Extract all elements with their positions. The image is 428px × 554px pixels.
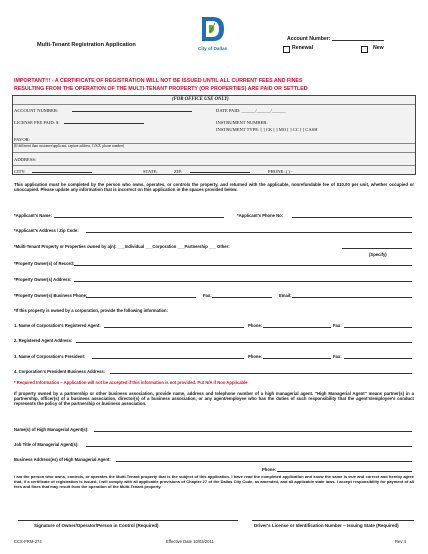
owners-fax-label: Fax:: [203, 293, 212, 298]
reg-agent-phone-input[interactable]: [263, 324, 331, 328]
city-of-dallas-logo: [196, 14, 228, 46]
owners-address-input[interactable]: [74, 278, 412, 282]
office-payor-note: (If different than customer/applicant, capture address, C/S/Z, phone number): [14, 144, 125, 148]
reg-agent-fax-input[interactable]: [344, 324, 412, 328]
president-address-input[interactable]: [110, 370, 412, 374]
office-license-fee-input[interactable]: [64, 120, 144, 124]
agent-phone-label: Phone:: [262, 467, 277, 472]
owners-phone-input[interactable]: [86, 294, 196, 298]
account-number-input[interactable]: [332, 37, 384, 41]
president-phone-label: Phone:: [248, 354, 263, 359]
owned-by-other-input[interactable]: [342, 245, 412, 249]
intro-text: This application must be completed by the person who owns, operates, or controls the property, and returned with the applicable, nonrefundable fee of $10.00 per unit, whether occupied or unoccupied. Please update any information that is incorrect on this application in the spaces provided below.: [14, 182, 414, 193]
reg-agent-address-input[interactable]: [76, 339, 412, 343]
reg-agent-name-input[interactable]: [104, 324, 244, 328]
office-account-number: ACCOUNT NUMBER:: [14, 108, 59, 113]
office-payor: PAYOR:: [14, 137, 31, 142]
applicant-phone-input[interactable]: [292, 214, 412, 218]
footer-rev: Rev 4: [395, 539, 406, 544]
office-city: CITY:: [14, 169, 26, 174]
required-note: * Required Information – Application will not be accepted if this information is not provided. Put N/A if Non Applicable: [14, 380, 248, 385]
office-instrument-type: INSTRUMENT TYPE: [ ] CK [ ] MO [ ] CC [ ] CASH: [216, 127, 318, 132]
partnership-paragraph: If property owned by a partnership or other business association, provide name, address and telephone number of a high managerial agent. "High Managerial Agent" means partner(s) in a partnership, officer(s) of a business association, director(s) of a business association, or any agent/employee who has the duties of such responsibility that the agent's/employee's conduct represents the policy of the partnership or business association.: [14, 391, 414, 407]
office-account-number-input[interactable]: [72, 108, 192, 112]
owner-signature-label: Signature of Owner/Operator/Person in Control (Required): [34, 523, 159, 528]
office-city-input[interactable]: [32, 169, 92, 173]
reg-agent-phone-label: Phone:: [248, 323, 263, 328]
office-address: ADDRESS:: [14, 157, 37, 162]
office-instrument-number: INSTRUMENT NUMBER:: [216, 120, 268, 125]
president-phone-input[interactable]: [263, 355, 331, 359]
reg-agent-fax-label: Fax:: [333, 323, 342, 328]
new-label: New: [373, 45, 384, 51]
agent-job-title-input[interactable]: [86, 443, 412, 447]
office-zip-input[interactable]: [190, 169, 250, 173]
applicant-name-input[interactable]: [54, 214, 224, 218]
notice-line-2: RESULTING FROM THE OPERATION OF THE MULTI-TENANT PROPERTY (OR PROPERTIES) ARE PAID OR SETTLED: [14, 86, 308, 92]
renewal-label: Renewal: [292, 45, 314, 51]
office-zip: ZIP:: [174, 169, 183, 174]
agent-job-title-label: Job Title of Managerial Agent(s):: [14, 442, 79, 447]
president-fax-input[interactable]: [344, 355, 412, 359]
renewal-checkbox[interactable]: [283, 46, 290, 53]
owners-address-label: *Property Owner(s) Address:: [14, 277, 72, 282]
applicant-address-input[interactable]: [86, 229, 412, 233]
applicant-address-label: *Applicant's Address / Zip Code:: [14, 228, 79, 233]
logo-caption: City of Dallas: [198, 46, 228, 51]
corp-note: *If this property is owned by a corporation, provide the following information:: [14, 308, 169, 313]
owners-record-label: *Property Owner(s) of Record:: [14, 261, 75, 266]
specify-label: (Specify): [369, 252, 387, 257]
owner-signature-line[interactable]: [18, 520, 238, 521]
account-number-label: Account Number:: [287, 36, 331, 42]
president-name-label: 3. Name of Corporation's President:: [14, 354, 86, 359]
agent-phone-input[interactable]: [277, 468, 412, 472]
applicant-name-label: *Applicant's Name:: [14, 213, 52, 218]
agent-name-input[interactable]: [94, 428, 412, 432]
notice-line-1: IMPORTANT!!! - A CERTIFICATE OF REGISTRATION WILL NOT BE ISSUED UNTIL ALL CURRENT FEES AND FINES: [14, 78, 303, 84]
office-use-title: (FOR OFFICE USE ONLY): [172, 97, 229, 102]
office-use-box: [12, 95, 416, 175]
new-checkbox[interactable]: [361, 46, 368, 53]
agent-business-address-input[interactable]: [116, 458, 412, 462]
president-address-label: 4. Corporation's President Business Address:: [14, 369, 106, 374]
footer-form-id: CCS-FRM-274: [14, 539, 42, 544]
footer-effective-date: Effective Date 10/03/2011: [166, 539, 214, 544]
office-license-fee: LICENSE FEE PAID: $: [14, 120, 59, 125]
owners-email-label: Email:: [279, 293, 292, 298]
office-phone: PHONE: ( ) -: [268, 169, 293, 174]
dallas-d-icon: [196, 14, 228, 44]
form-title: Multi-Tenant Registration Application: [37, 42, 136, 48]
owners-fax-input[interactable]: [212, 294, 272, 298]
owned-by-label: *Multi-Tenant Property or Properties owned by a(n): ___Individual ___Corporation ___Partnership ___ Other:: [14, 244, 230, 249]
applicant-phone-label: *Applicant's Phone No:: [237, 213, 284, 218]
agent-business-address-label: Business Address(es) of High Managerial Agent:: [14, 457, 111, 462]
president-name-input[interactable]: [92, 355, 244, 359]
owners-email-input[interactable]: [292, 294, 412, 298]
reg-agent-name-label: 1. Name of Corporation's Registered Agent:: [14, 323, 101, 328]
owners-phone-label: *Property Owner(s) Business Phone:: [14, 293, 88, 298]
certification-text: I am the person who owns, controls, or operates the Multi-Tenant property that is the subject of this application. I have read the completed application and know the same is true and correct and hereby agree that, if a certificate of registration is issued, I will comply with all applicable provisions of Chapter 27 of the Dallas City Code, as amended, and all applicable state laws. I accept responsibility for payment of all fees and fines that may result from the operation of the Multi-Tenant property.: [14, 474, 414, 489]
office-state: STATE:: [143, 169, 158, 174]
license-number-label: Driver's License or Identification Number – Issuing State (Required): [254, 523, 399, 528]
reg-agent-address-label: 2. Registered Agent Address:: [14, 338, 73, 343]
office-date-paid: DATE PAID: ______/______/______: [216, 108, 286, 113]
agent-name-label: Name(s) of High Managerial Agent(s):: [14, 427, 89, 432]
owners-record-input[interactable]: [74, 262, 412, 266]
president-fax-label: Fax:: [333, 354, 342, 359]
license-number-line[interactable]: [252, 520, 414, 521]
